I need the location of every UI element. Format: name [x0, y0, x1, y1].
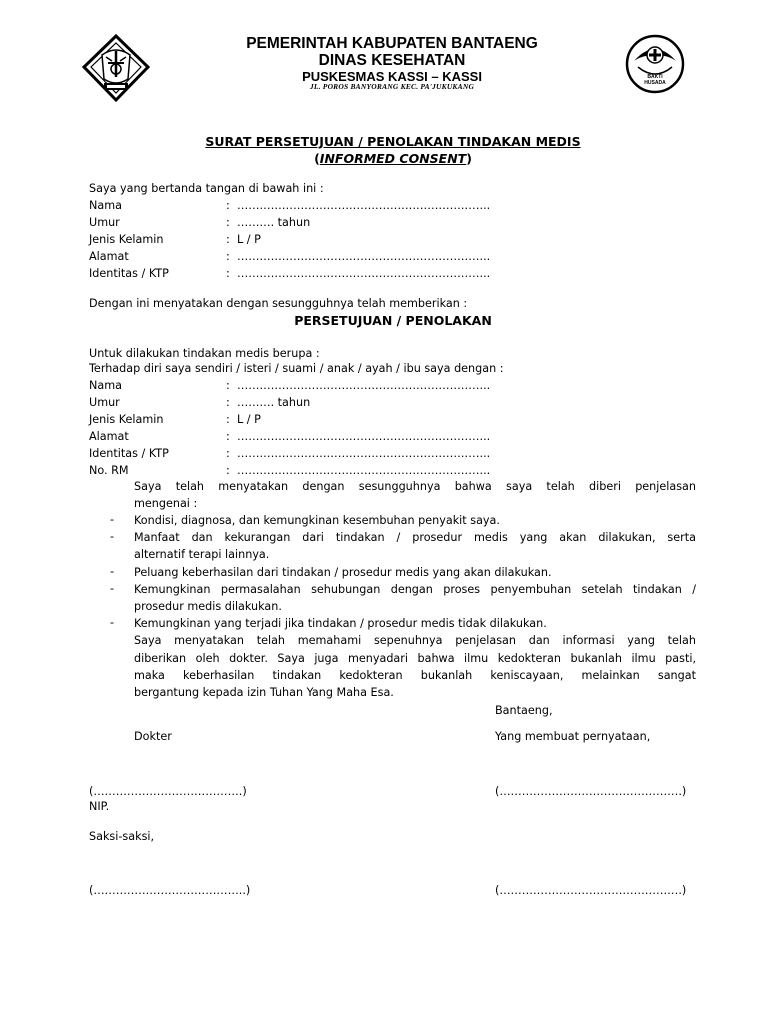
colon: : — [226, 233, 230, 246]
patient-address-label: Alamat — [89, 430, 129, 443]
signer-name-label: Nama — [89, 199, 122, 212]
action-text: Untuk dilakukan tindakan medis berupa : — [89, 347, 320, 360]
colon: : — [226, 413, 230, 426]
clinic-address: JL. POROS BANYORANG KEC. PA'JUKUKANG — [309, 82, 475, 91]
maker-signature-line[interactable]: (………………………………………….) — [495, 785, 687, 798]
patient-address-field[interactable]: ………………………………………………………….. — [237, 430, 491, 443]
patient-id-label: Identitas / KTP — [89, 447, 169, 460]
list-item-problems: Kemungkinan permasalahan sehubungan dengan proses penyembuhan setelah tindakan / — [134, 583, 696, 596]
signer-address-field[interactable]: ………………………………………………………….. — [237, 250, 491, 263]
patient-rm-field[interactable]: ………………………………………………………….. — [237, 464, 491, 477]
colon: : — [226, 199, 230, 212]
list-item-benefit-cont: alternatif terapi lainnya. — [134, 548, 270, 561]
witness-1-signature-line[interactable]: (…………………………………..) — [89, 884, 251, 897]
patient-gender-label: Jenis Kelamin — [89, 413, 164, 426]
patient-id-field[interactable]: ………………………………………………………….. — [237, 447, 491, 460]
signer-name-field[interactable]: ………………………………………………………….. — [237, 199, 491, 212]
signer-age-label: Umur — [89, 216, 120, 229]
colon: : — [226, 447, 230, 460]
logo-text: BAKTI HUSADA — [644, 74, 666, 86]
list-bullet: - — [110, 616, 115, 629]
relation-text: Terhadap diri saya sendiri / isteri / suami / anak / ayah / ibu saya dengan : — [89, 362, 504, 375]
maker-label: Yang membuat pernyataan, — [495, 730, 651, 743]
signer-age-field[interactable]: ………. tahun — [237, 216, 311, 229]
closing-line-1: Saya menyatakan telah memahami sepenuhnya penjelasan dan informasi yang telah — [134, 634, 696, 647]
signer-id-field[interactable]: ………………………………………………………….. — [237, 267, 491, 280]
clinic-name: PUSKESMAS KASSI – KASSI — [302, 69, 482, 84]
witness-label: Saksi-saksi, — [89, 830, 155, 843]
bakti-husada-logo — [624, 33, 686, 95]
patient-name-field[interactable]: ………………………………………………………….. — [237, 379, 491, 392]
government-name: PEMERINTAH KABUPATEN BANTAENG — [246, 35, 538, 52]
document-subtitle: (INFORMED CONSENT) — [314, 151, 472, 166]
witness-2-signature-line[interactable]: (………………………………………….) — [495, 884, 687, 897]
explanation-line-2: mengenai : — [134, 497, 198, 510]
colon: : — [226, 379, 230, 392]
list-bullet: - — [110, 582, 115, 595]
colon: : — [226, 396, 230, 409]
colon: : — [226, 250, 230, 263]
closing-line-3: maka keberhasilan tindakan kedokteran bukanlah keniscayaan, melainkan sangat — [134, 669, 696, 682]
patient-gender-field[interactable]: L / P — [237, 413, 261, 426]
list-item-success: Peluang keberhasilan dari tindakan / prosedur medis yang akan dilakukan. — [134, 566, 552, 579]
colon: : — [226, 267, 230, 280]
list-bullet: - — [110, 565, 115, 578]
document-title: SURAT PERSETUJUAN / PENOLAKAN TINDAKAN MEDIS — [205, 134, 581, 149]
doctor-label: Dokter — [134, 730, 172, 743]
list-bullet: - — [110, 530, 115, 543]
list-bullet: - — [110, 513, 115, 526]
signer-gender-label: Jenis Kelamin — [89, 233, 164, 246]
nip-label: NIP. — [89, 800, 110, 813]
colon: : — [226, 430, 230, 443]
colon: : — [226, 464, 230, 477]
department-name: DINAS KESEHATAN — [318, 52, 466, 69]
list-item-benefit: Manfaat dan kekurangan dari tindakan / prosedur medis yang akan dilakukan, serta — [134, 531, 696, 544]
patient-rm-label: No. RM — [89, 464, 129, 477]
decision-heading: PERSETUJUAN / PENOLAKAN — [294, 313, 492, 328]
patient-name-label: Nama — [89, 379, 122, 392]
closing-line-4: bergantung kepada izin Tuhan Yang Maha Esa. — [134, 686, 394, 699]
signer-gender-field[interactable]: L / P — [237, 233, 261, 246]
colon: : — [226, 216, 230, 229]
statement-text: Dengan ini menyatakan dengan sesungguhnya telah memberikan : — [89, 297, 468, 310]
place-date: Bantaeng, — [495, 704, 553, 717]
list-item-risk: Kemungkinan yang terjadi jika tindakan / prosedur medis tidak dilakukan. — [134, 617, 547, 630]
signer-address-label: Alamat — [89, 250, 129, 263]
doctor-signature-line[interactable]: (………………………………….) — [89, 785, 247, 798]
patient-age-label: Umur — [89, 396, 120, 409]
list-item-condition: Kondisi, diagnosa, dan kemungkinan kesembuhan penyakit saya. — [134, 514, 500, 527]
explanation-line-1: Saya telah menyatakan dengan sesungguhnya bahwa saya telah diberi penjelasan — [134, 480, 696, 493]
intro-text: Saya yang bertanda tangan di bawah ini : — [89, 182, 324, 195]
closing-line-2: diberikan oleh dokter. Saya juga menyadari bahwa ilmu kedokteran bukanlah ilmu pasti, — [134, 652, 696, 665]
patient-age-field[interactable]: ………. tahun — [237, 396, 311, 409]
regency-logo — [80, 33, 152, 103]
signer-id-label: Identitas / KTP — [89, 267, 169, 280]
list-item-problems-cont: prosedur medis dilakukan. — [134, 600, 282, 613]
